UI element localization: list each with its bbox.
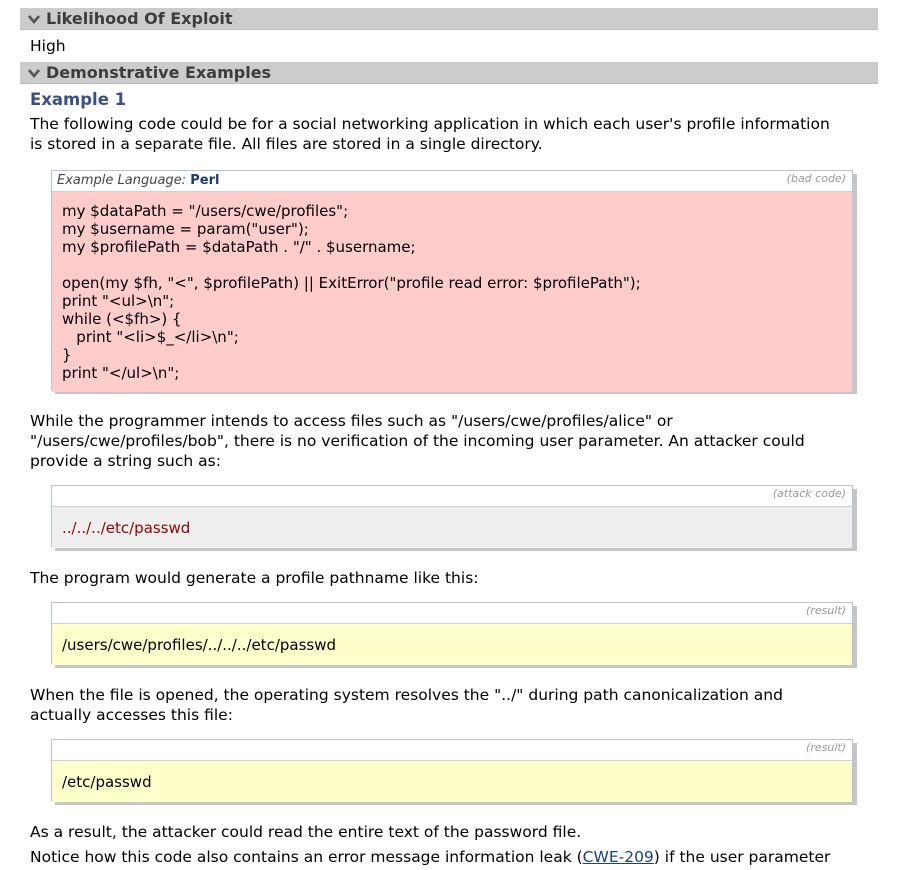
intro-line: is stored in a separate file. All files are stored in a single directory.	[30, 135, 543, 153]
intro-line: The following code could be for a social networking application in which each user's profile information	[30, 115, 830, 133]
code-tag: (bad code)	[786, 172, 846, 185]
attack-code-body: ../../../etc/passwd	[52, 507, 852, 548]
canonicalization-paragraph	[30, 685, 878, 725]
result-code-box	[51, 739, 853, 801]
explanation-line: provide a string such as:	[30, 452, 221, 470]
code-tag: (result)	[806, 741, 846, 754]
likelihood-value: High	[30, 37, 66, 55]
code-tag: (attack code)	[772, 487, 846, 500]
code-box-header	[52, 171, 852, 192]
result-code-body: /users/cwe/profiles/../../../etc/passwd	[52, 624, 852, 665]
example-language: Example Language: Perl	[57, 173, 220, 188]
chevron-down-icon[interactable]	[28, 67, 40, 79]
code-box-header	[52, 486, 852, 507]
code-box-header	[52, 603, 852, 624]
demonstrative-examples-title: Demonstrative Examples	[46, 63, 272, 82]
intro-paragraph	[30, 114, 878, 154]
explanation-line: While the programmer intends to access files such as "/users/cwe/profiles/alice" or	[30, 412, 673, 430]
likelihood-section-header[interactable]	[20, 8, 878, 30]
likelihood-section-title: Likelihood Of Exploit	[46, 9, 233, 28]
bad-code-body: my $dataPath = "/users/cwe/profiles"; my $username = param("user"); my $profilePath = $dataPath . "/" . $username; open(my $fh, "<", $profilePath) || ExitError("profile read error: $profilePath"); print "<ul>\n"; while (<$fh>) { print "<li>$_</li>\n"; } print "</ul>\n";	[52, 192, 852, 392]
result-intro: The program would generate a profile pathname like this:	[30, 569, 479, 587]
result-code-body: /etc/passwd	[52, 761, 852, 802]
code-tag: (result)	[806, 604, 846, 617]
explanation-paragraph	[30, 411, 878, 471]
demonstrative-examples-header[interactable]	[20, 62, 878, 84]
canonicalization-line: actually accesses this file:	[30, 706, 233, 724]
explanation-line: "/users/cwe/profiles/bob", there is no verification of the incoming user parameter. An attacker could	[30, 432, 805, 450]
conclusion-paragraph: As a result, the attacker could read the entire text of the password file.	[30, 823, 582, 841]
attack-code-box	[51, 485, 853, 547]
language-name: Perl	[190, 173, 220, 188]
chevron-down-icon[interactable]	[28, 13, 40, 25]
canonicalization-line: When the file is opened, the operating system resolves the "../" during path canonicalization and	[30, 686, 783, 704]
example-title: Example 1	[30, 90, 127, 109]
code-box-header	[52, 740, 852, 761]
cwe-209-link[interactable]: CWE-209	[582, 848, 654, 866]
bad-code-box	[51, 170, 853, 390]
info-leak-paragraph: Notice how this code also contains an error message information leak (CWE-209) if the user parameter	[30, 848, 831, 866]
result-code-box	[51, 602, 853, 664]
